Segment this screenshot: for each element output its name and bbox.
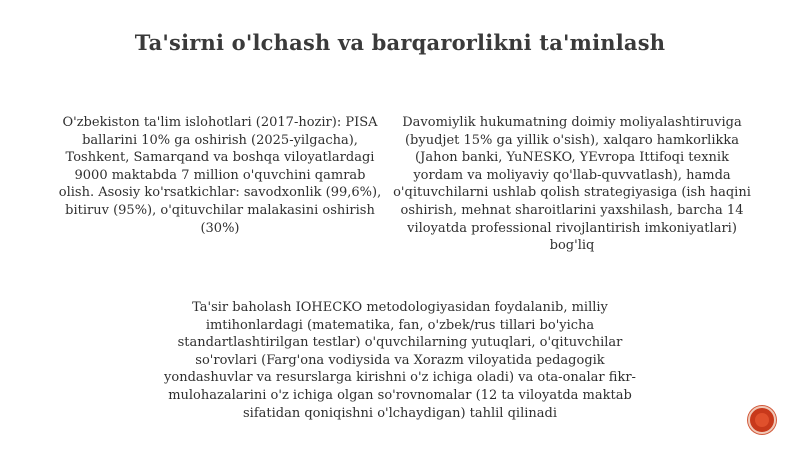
bottom-text-block: Ta'sir baholash IOHECKO metodologiyasidan foydalanib, milliy imtihonlardagi (matematika, fan, o'zbek/rus tillari bo'yicha standartlashtirilgan testlar) o'quvchilarning yutuqlari, o'qituvchilar so'rovlari (Farg'ona vodiysida va Xorazm viloyatida pedagogik yondashuvlar va resurslarga kirishni o'z ichiga oladi) va ota-onalar fikr-mulohazalarini o'z ichiga olgan so'rovnomalar (12 ta viloyatda maktab sifatidan qoniqishni o'lchaydigan) tahlil qilinadi xyxy=(164,300,636,421)
left-text-block: O'zbekiston ta'lim islohotlari (2017-hozir): PISA ballarini 10% ga oshirish (2025-yilgacha), Toshkent, Samarqand va boshqa viloyatlardagi 9000 maktabda 7 million o'quvchini qamrab olish. Asosiy ko'rsatkichlar: savodxonlik (99,6%), bitiruv (95%), o'qituvchilar malakasini oshirish (30%) xyxy=(58,115,382,236)
next-slide-circle-icon[interactable] xyxy=(748,406,776,434)
right-text-block: Davomiylik hukumatning doimiy moliyalashtiruviga (byudjet 15% ga yillik o'sish), xalqaro hamkorlikka (Jahon banki, YuNESKO, YEvropa Ittifoqi texnik yordam va moliyaviy qo'llab-quvvatlash), hamda o'qituvchilarni ushlab qolish strategiyasiga (ish haqini oshirish, mehnat sharoitlarini yaxshilash, barcha 14 viloyatda professional rivojlantirish imkoniyatlari) bog'liq xyxy=(393,115,751,254)
slide-title: Ta'sirni o'lchash va barqarorlikni ta'minlash xyxy=(134,30,666,55)
